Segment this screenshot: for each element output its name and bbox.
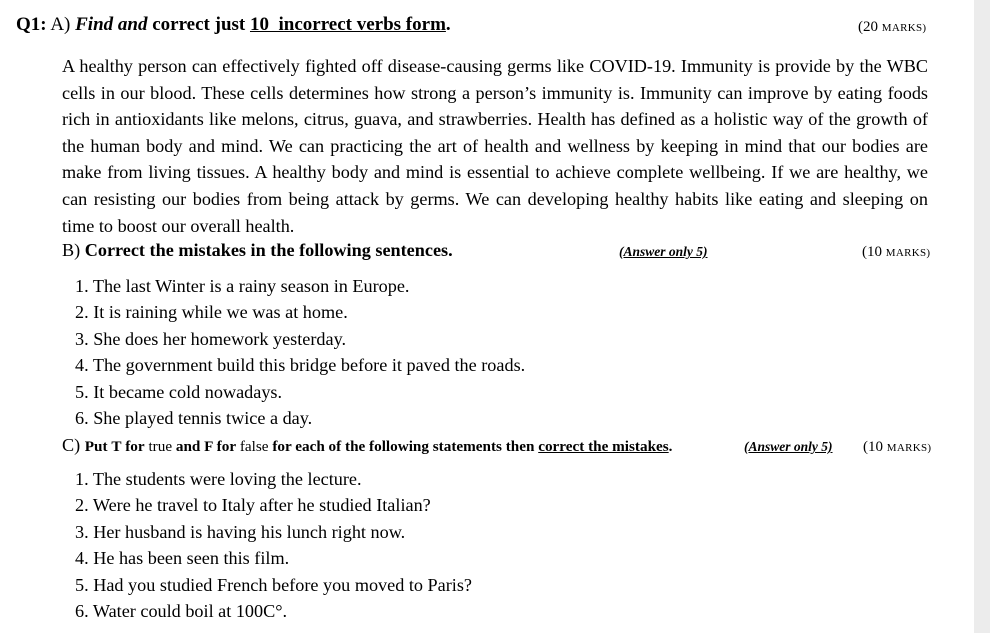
list-item: 4. The government build this bridge before it paved the roads.: [75, 355, 526, 376]
part-a-label: A): [50, 14, 71, 35]
section-c-true: true: [148, 438, 173, 455]
section-b-marks-word: MARKS): [885, 247, 931, 259]
part-a-marks-number: (20: [858, 19, 878, 35]
section-b-answer-only: (Answer only 5): [619, 244, 708, 259]
part-a-title-italic: Find and: [75, 14, 148, 35]
part-a-title-end: .: [445, 14, 451, 35]
section-c-t: T: [111, 438, 122, 455]
section-c-heading: [62, 435, 672, 456]
section-c-put: Put: [84, 438, 108, 455]
list-item: 2. It is raining while we was at home.: [75, 302, 348, 323]
question-number: Q1:: [16, 14, 47, 35]
section-b-list: [75, 273, 525, 431]
section-c-for: for: [125, 438, 145, 455]
section-c-list: [75, 466, 472, 624]
section-c-marks-number: (10: [863, 439, 883, 455]
section-b-label: B): [62, 240, 81, 260]
section-c-period: .: [668, 438, 673, 455]
list-item: 4. He has been seen this film.: [75, 548, 290, 569]
scrollbar[interactable]: [974, 0, 990, 633]
section-c-underlined: correct the mistakes: [538, 438, 669, 455]
question-1-header: [16, 14, 451, 36]
list-item: 6. Water could boil at 100C°.: [75, 601, 288, 622]
section-b-marks-number: (10: [862, 244, 882, 260]
section-c-answer-only: (Answer only 5): [744, 439, 833, 454]
passage-paragraph: A healthy person can effectively fighted off disease-causing germs like COVID-19. Immunity is provide by the WBC cells in our blood. These cells determines how strong a person’s immunity is. Immunity can improve by eating foods rich in antioxidants like melons, citrus, guava, and strawberries. Health has defined as a holistic way of the growth of the human body and mind. We can practicing the art of health and wellness by keeping in mind that our bodies are make from living tissues. A healthy body and mind is essential to achieve complete wellbeing. If we are healthy, we can resisting our bodies from being attack by germs. We can developing healthy habits like eating and sleeping on time to boost our overall health.: [62, 56, 928, 236]
section-c-false: false: [239, 438, 269, 455]
section-c-and-f: and F for: [175, 438, 237, 455]
list-item: 1. The last Winter is a rainy season in Europe.: [75, 276, 410, 296]
part-a-title-mid: correct just: [152, 14, 246, 35]
section-c-marks-word: MARKS): [886, 442, 932, 454]
list-item: 5. It became cold nowadays.: [75, 381, 283, 402]
list-item: 1. The students were loving the lecture.: [75, 469, 362, 489]
list-item: 3. She does her homework yesterday.: [75, 328, 347, 349]
part-a-marks: [858, 19, 926, 36]
section-c-label: C): [62, 435, 81, 455]
section-b-heading: [62, 240, 453, 261]
part-a-title-underlined: 10 incorrect verbs form: [249, 14, 446, 35]
part-a-marks-word: MARKS): [881, 22, 927, 34]
section-b-marks: [862, 244, 930, 261]
list-item: 2. Were he travel to Italy after he studied Italian?: [75, 495, 431, 516]
section-c-rest: for each of the following statements then: [272, 438, 535, 455]
list-item: 5. Had you studied French before you moved to Paris?: [75, 574, 473, 595]
list-item: 6. She played tennis twice a day.: [75, 408, 313, 429]
list-item: 3. Her husband is having his lunch right now.: [75, 521, 406, 542]
section-c-marks: [863, 439, 931, 456]
section-b-title: Correct the mistakes in the following sentences.: [84, 240, 453, 260]
